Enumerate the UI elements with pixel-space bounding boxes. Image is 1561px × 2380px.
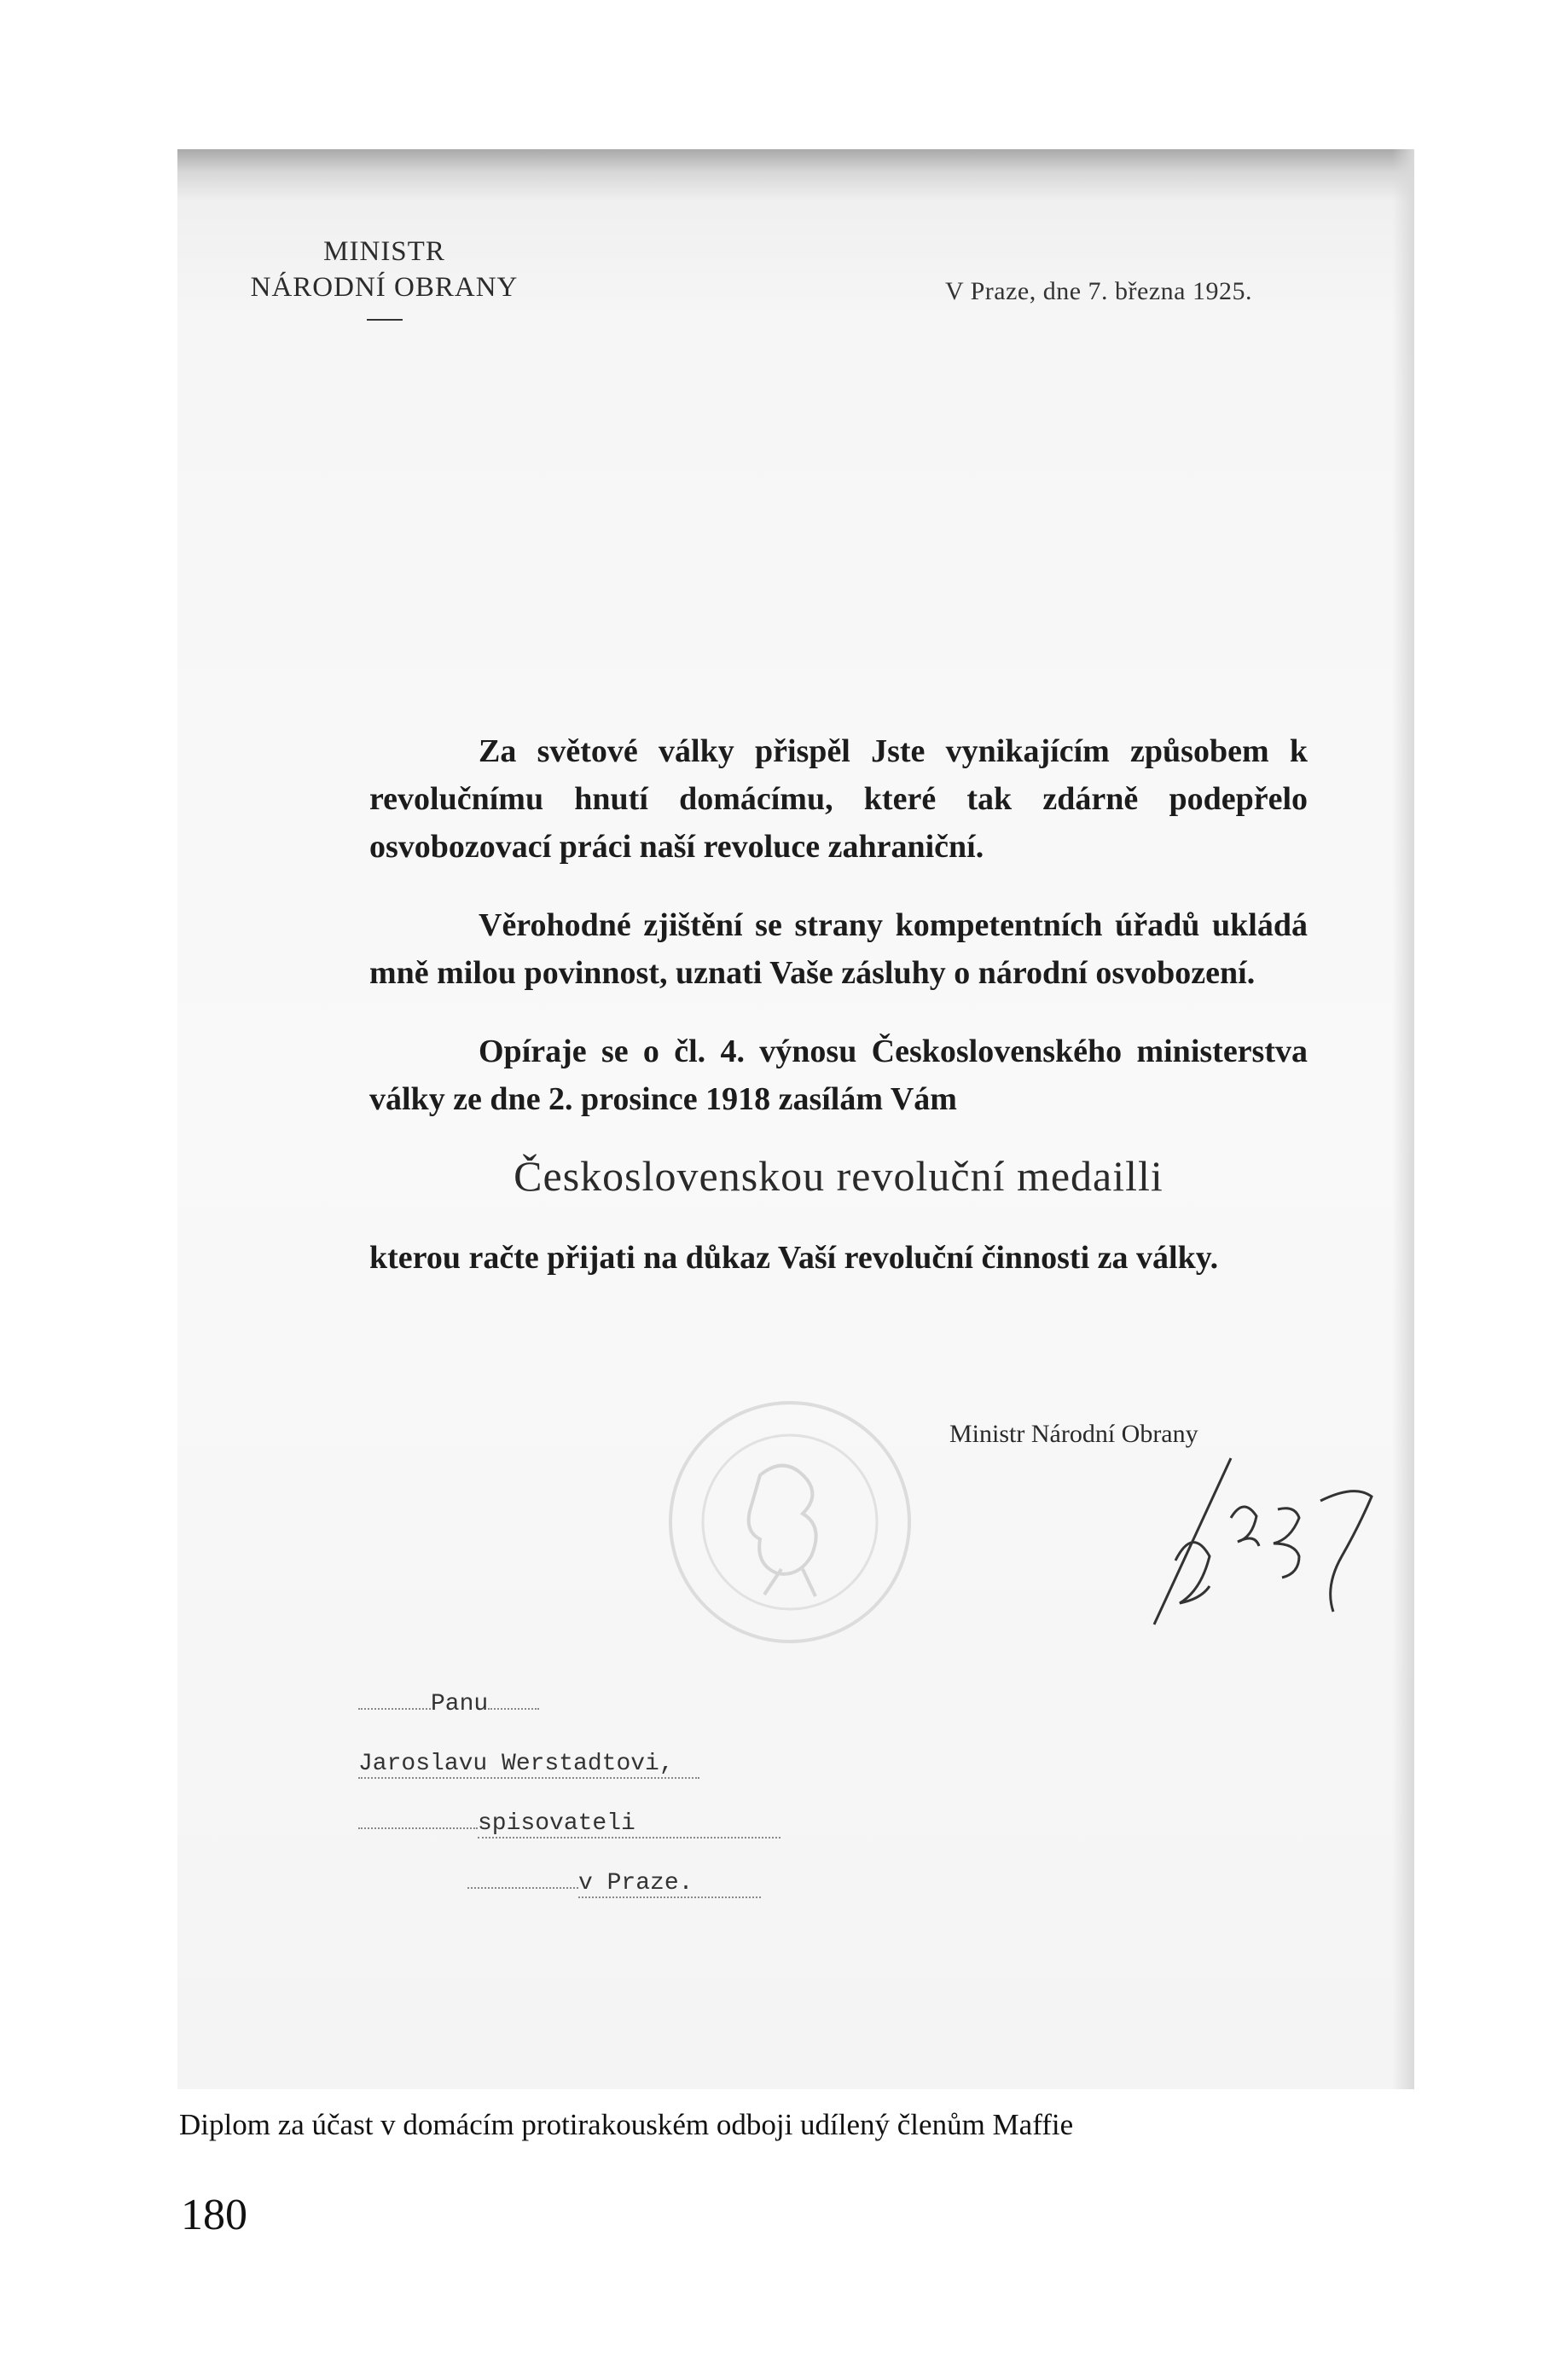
ministry-title-line1: MINISTR (323, 236, 445, 267)
paragraph-4: kterou račte přijati na důkaz Vaší revoluční činnosti za války. (369, 1240, 1219, 1276)
photo-edge-shadow-right (1392, 149, 1414, 2089)
document-photo (177, 149, 1414, 2089)
ministry-title-line2: NÁRODNÍ OBRANY (250, 272, 519, 303)
addressee-salutation: Panu (358, 1691, 539, 1717)
paragraph-2: Věrohodné zjištění se strany kompetentních úřadů ukládá mně milou povinnost, uznati Vaše zásluhy o národní osvobození. (369, 907, 1308, 991)
header-divider (367, 319, 403, 321)
page-number: 180 (181, 2191, 247, 2239)
handwritten-signature (1150, 1441, 1406, 1637)
photo-edge-shadow (177, 149, 1414, 200)
embossed-seal (662, 1394, 918, 1650)
figure-caption: Diplom za účast v domácím protirakouském odboji udílený členům Maffie (179, 2108, 1074, 2141)
letter-date: V Praze, dne 7. března 1925. (945, 277, 1252, 305)
addressee-name: Jaroslavu Werstadtovi, (358, 1751, 699, 1779)
signer-title: Ministr Národní Obrany (949, 1420, 1198, 1448)
addressee-city: v Praze. (467, 1870, 761, 1898)
addressee-occupation: spisovateli (358, 1810, 780, 1839)
paragraph-3: Opíraje se o čl. 4. výnosu Československého ministerstva války ze dne 2. prosince 1918 zasílám Vám (369, 1034, 1308, 1117)
paragraph-1: Za světové války přispěl Jste vynikajícím způsobem k revolučnímu hnutí domácímu, které tak zdárně podepřelo osvobozovací práci naší revoluce zahraniční. (369, 733, 1308, 865)
medal-title: Československou revoluční medailli (514, 1152, 1163, 1200)
ministry-header (224, 234, 544, 321)
letter-body (369, 727, 1308, 1282)
